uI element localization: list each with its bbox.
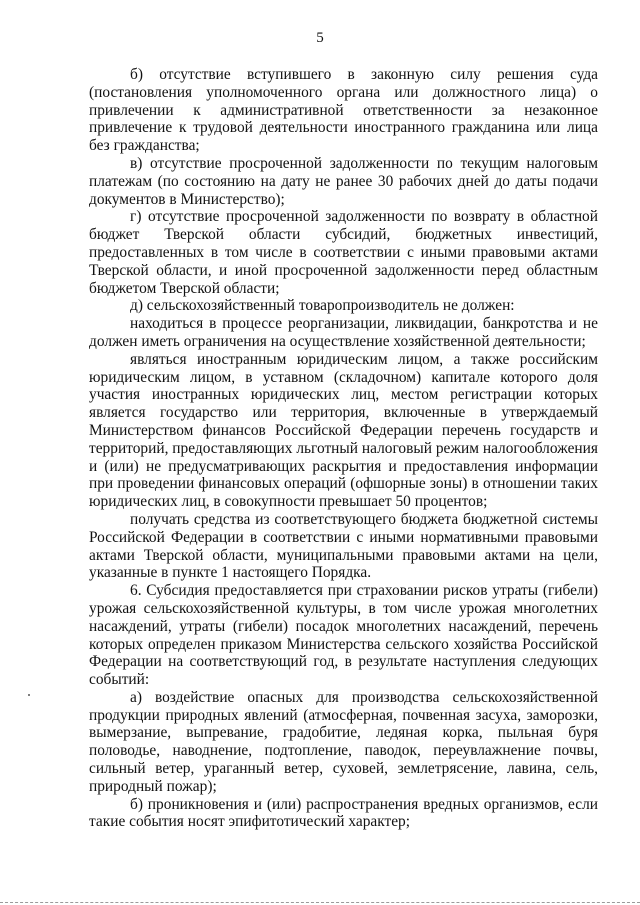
- paragraph-b-harmful-organisms: б) проникновения и (или) распространения вредных организмов, если такие события носят эпифитотический характер;: [89, 795, 598, 831]
- paragraph-reorganization: находиться в процессе реорганизации, ликвидации, банкротства и не должен иметь ограничения на осуществление хозяйственной деятельности;: [89, 315, 598, 350]
- paragraph-6-subsidy-risks: 6. Субсидия предоставляется при страховании рисков утраты (гибели) урожая сельскохозяйственной культуры, в том числе урожая многолетних насаждений, утраты (гибели) посадок многолетних насаждений, перечень которых определен приказом Министерства сельского хозяйства Российской Федерации на соответствующий год, в результате наступления следующих событий:: [89, 582, 598, 689]
- paragraph-foreign-entity: являться иностранным юридическим лицом, а также российским юридическим лицом, в уставном (складочном) капитале которого доля участия иностранных юридических лиц, местом регистрации которых является государство или территория, включенные в утверждаемый Министерством финансов Российской Федерации перечень государств и территорий, предоставляющих льготный налоговый режим налогообложения и (или) не предусматривающих раскрытия и предоставления информации при проведении финансовых операций (офшорные зоны) в отношении таких юридических лиц, в совокупности превышает 50 процентов;: [89, 350, 598, 511]
- page-bottom-edge: [0, 902, 640, 903]
- document-body: [89, 66, 598, 831]
- page-number: 5: [316, 30, 324, 46]
- paragraph-other-budget-funds: получать средства из соответствующего бюджета бюджетной системы Российской Федерации в соответствии с иными нормативными правовыми актами Тверской области, муниципальными правовыми актами на цели, указанные в пункте 1 настоящего Порядка.: [89, 510, 598, 582]
- paragraph-g-no-budget-debt: г) отсутствие просроченной задолженности по возврату в областной бюджет Тверской области субсидий, бюджетных инвестиций, предоставленных в том числе в соответствии с иными правовыми актами Тверской области, и иной просроченной задолженности перед областным бюджетом Тверской области;: [89, 208, 598, 297]
- paragraph-b-no-court-decision: б) отсутствие вступившего в законную силу решения суда (постановления уполномоченного органа или должностного лица) о привлечении к административной ответственности за незаконное привлечение к трудовой деятельности иностранного гражданина или лица без гражданства;: [89, 66, 598, 155]
- paragraph-d-producer-must-not: д) сельскохозяйственный товаропроизводитель не должен:: [130, 297, 515, 315]
- paragraph-v-no-tax-debt: в) отсутствие просроченной задолженности по текущим налоговым платежам (по состоянию на дату не ранее 30 рабочих дней до даты подачи документов в Министерство);: [89, 154, 598, 208]
- scan-speck: [28, 694, 30, 696]
- paragraph-a-natural-phenomena: а) воздействие опасных для производства сельскохозяйственной продукции природных явлений (атмосферная, почвенная засуха, заморозки, вымерзание, выпревание, градобитие, ледяная корка, пыльная буря половодье, наводнение, подтопление, паводок, переувлажнение почвы, сильный ветер, ураганный ветер, суховей, землетрясение, лавина, сель, природный пожар);: [89, 688, 598, 795]
